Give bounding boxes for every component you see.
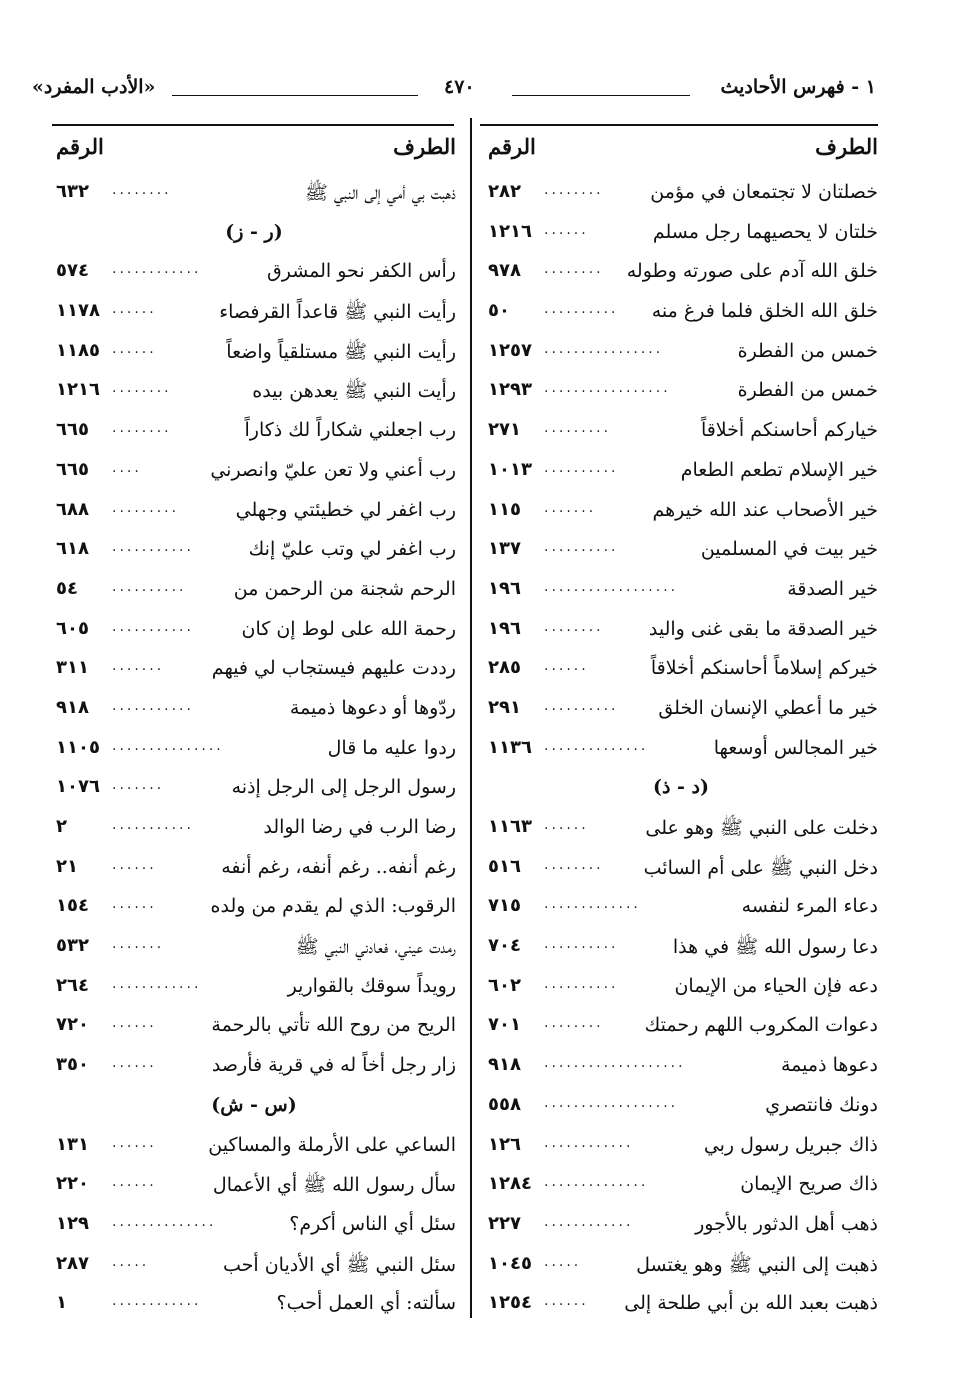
entry-text: رأس الكفر نحو المشرق [266, 260, 456, 283]
entry-leader-dots: ...... [112, 1055, 157, 1072]
entry-leader-dots: ...... [112, 301, 157, 318]
entry-number: ٢٢٧ [488, 1212, 521, 1234]
section-heading [484, 769, 878, 809]
entry-number: ١٣١ [56, 1133, 89, 1155]
entry-text: رأيت النبي ﷺ يعدهن بيده [252, 380, 456, 403]
entry-leader-dots: ........ [544, 1015, 604, 1032]
column-divider [470, 118, 472, 1318]
entry-number: ٦٠٥ [56, 617, 89, 639]
entry-leader-dots: ....... [544, 499, 597, 516]
entry-number: ٥٣٢ [56, 935, 89, 957]
entry-leader-dots: ............ [544, 1134, 634, 1151]
entry-number: ٣٥٠ [56, 1054, 89, 1076]
index-entry [52, 690, 456, 730]
entry-number: ٦٨٨ [56, 498, 89, 520]
entry-leader-dots: ......... [112, 499, 180, 516]
entry-text: خير الصدقة ما بقى غنى واليد [648, 617, 878, 640]
index-entry [52, 1047, 456, 1087]
entry-text: رب اغفر لي خطيئتي وجهلي [235, 498, 456, 521]
entry-text: رأيت النبي ﷺ قاعداً القرفصاء [219, 301, 456, 324]
entry-number: ٢٨٢ [488, 181, 521, 202]
entry-leader-dots: ...... [112, 1134, 157, 1151]
entry-text: رضا الرب في رضا الوالد [263, 816, 456, 838]
index-entry [484, 174, 878, 214]
entry-leader-dots: ............ [544, 1213, 634, 1230]
entry-number: ٩١٨ [56, 696, 89, 718]
entry-text: رب اغفر لي وتب عليّ إنك [248, 538, 456, 561]
entry-text: الساعي على الأرملة والمساكين [208, 1133, 456, 1156]
entry-number: ٥١٦ [488, 855, 521, 877]
index-entry [484, 372, 878, 412]
entry-text: رددت عليهم فيستجاب لي فيهم [211, 657, 456, 680]
left-column-header [52, 126, 456, 174]
entry-text: ذهبت بعبد الله بن أبي طلحة إلى [624, 1292, 878, 1315]
entry-text: خلتان لا يحصيهما رجل مسلم [652, 220, 878, 243]
right-column-rows [484, 174, 878, 1325]
header-text-label: الطرف [393, 134, 456, 159]
entry-number: ٦٦٥ [56, 419, 89, 441]
entry-number: ٦٦٥ [56, 458, 89, 480]
index-entry [52, 611, 456, 651]
index-entry [52, 1246, 456, 1286]
entry-text: خير الصدقة [787, 577, 878, 600]
entry-text: زار رجل أخاً له في قرية فأرصد [211, 1054, 456, 1077]
entry-number: ١١٨٥ [56, 339, 100, 361]
entry-leader-dots: ...... [112, 1015, 157, 1032]
entry-leader-dots: .......... [544, 539, 619, 556]
section-heading [52, 1087, 456, 1127]
entry-number: ١٢٩٣ [488, 379, 532, 401]
index-entry [52, 531, 456, 571]
entry-leader-dots: ................ [544, 340, 664, 357]
index-entry [52, 928, 456, 968]
index-entry [484, 1087, 878, 1127]
entry-text: دعوات المكروب اللهم رحمتك [644, 1014, 878, 1037]
entry-number: ٥٥٨ [488, 1093, 521, 1115]
entry-number: ١٠١٣ [488, 458, 532, 480]
entry-leader-dots: ........ [544, 618, 604, 635]
entry-text: دعاء المرء لنفسه [741, 895, 878, 918]
entry-number: ٣١١ [56, 657, 89, 679]
entry-number: ١١٥ [488, 498, 521, 520]
entry-text: الرحم شجنة من الرحمن من [233, 577, 456, 600]
index-entry [52, 571, 456, 611]
entry-leader-dots: ...... [544, 817, 589, 833]
entry-text: خلق الله الخلق فلما فرغ منه [651, 300, 878, 323]
entry-leader-dots: ............ [112, 975, 202, 992]
index-entry [484, 928, 878, 968]
entry-number: ١٢٩ [56, 1212, 89, 1234]
entry-text: خير ما أعطي الإنسان الخلق [658, 696, 878, 719]
section-heading-text: (د - ذ) [652, 776, 710, 799]
entry-number: ٢٨٧ [56, 1252, 89, 1274]
entry-number: ٥٧٤ [56, 260, 89, 282]
index-entry [52, 1285, 456, 1325]
entry-leader-dots: ............. [544, 896, 641, 913]
entry-text: خير الأصحاب عند الله خيرهم [652, 498, 878, 521]
index-entry [52, 1166, 456, 1206]
index-entry [52, 650, 456, 690]
index-entry [484, 412, 878, 452]
right-column-header [484, 126, 878, 174]
entry-leader-dots: ......... [544, 420, 612, 437]
index-entry [52, 452, 456, 492]
entry-number: ١٢٥٤ [488, 1292, 532, 1314]
entry-leader-dots: ...... [112, 896, 157, 913]
entry-number: ٧١٥ [488, 895, 521, 917]
index-entry [484, 253, 878, 293]
index-entry [484, 1166, 878, 1206]
index-entry [484, 690, 878, 730]
entry-number: ١٣٧ [488, 538, 521, 560]
index-entry [484, 1246, 878, 1286]
entry-leader-dots: ........ [544, 261, 604, 278]
entry-leader-dots: .............. [544, 1174, 649, 1191]
entry-number: ٦١٨ [56, 538, 89, 560]
index-entry [484, 650, 878, 690]
entry-text: دعوها ذميمة [780, 1054, 878, 1077]
entry-number: ١٥٤ [56, 895, 89, 917]
entry-leader-dots: ............... [112, 737, 224, 754]
entry-leader-dots: ........ [112, 182, 172, 198]
entry-leader-dots: ................. [544, 380, 671, 397]
entry-number: ١٢٨٤ [488, 1173, 532, 1195]
entry-leader-dots: ........ [544, 182, 604, 198]
left-column [52, 126, 456, 1325]
index-entry [484, 1127, 878, 1167]
entry-text: دخل النبي ﷺ على أم السائب [643, 856, 878, 879]
entry-leader-dots: ....... [112, 936, 165, 953]
section-heading-text: (ر - ز) [225, 220, 283, 243]
index-entry [52, 769, 456, 809]
entry-text: خير بيت في المسلمين [700, 538, 878, 561]
header-book-title: «الأدب المفرد» [32, 76, 156, 98]
index-entry [52, 968, 456, 1008]
index-entry [52, 809, 456, 849]
entry-leader-dots: ...... [112, 856, 157, 873]
entry-leader-dots: ........... [112, 697, 194, 714]
entry-leader-dots: ........... [112, 618, 194, 635]
index-entry [52, 888, 456, 928]
index-entry [484, 571, 878, 611]
entry-number: ١ [56, 1292, 67, 1314]
entry-text: رسول الرجل إلى الرجل إذنه [231, 776, 456, 799]
entry-text: ردوا عليه ما قال [327, 736, 456, 759]
entry-text: خصلتان لا تجتمعان في مؤمن [650, 181, 878, 203]
header-rule-left [172, 95, 418, 96]
entry-number: ١٢١٦ [488, 220, 532, 242]
entry-number: ٢١ [56, 855, 78, 877]
entry-number: ١٢٦ [488, 1133, 521, 1155]
header-number-label: الرقم [488, 134, 536, 159]
entry-number: ١١٧٨ [56, 300, 100, 322]
entry-text: رمدت عيني، فعادني النبي ﷺ [295, 936, 456, 959]
entry-text: رغم أنفه.. رغم أنفه، رغم أنفه [221, 855, 456, 878]
entry-leader-dots: ...... [112, 1174, 157, 1191]
entry-number: ٥٠ [488, 300, 510, 322]
header-rule-right [512, 95, 690, 96]
entry-number: ١٩٦ [488, 617, 521, 639]
entry-text: دعا رسول الله ﷺ في هذا [672, 936, 878, 959]
entry-text: خلق الله آدم على صورته وطوله [626, 260, 878, 283]
entry-leader-dots: .................. [544, 1094, 679, 1111]
entry-number: ٢٩١ [488, 696, 521, 718]
entry-text: دونك فانتصري [765, 1093, 878, 1116]
index-entry [52, 730, 456, 770]
entry-text: رحمة الله على لوط إن كان [241, 617, 456, 640]
page-number: ٤٧٠ [444, 76, 475, 98]
entry-leader-dots: .............. [544, 737, 649, 754]
right-column [484, 126, 878, 1325]
section-heading [52, 214, 456, 254]
entry-text: رب اجعلني شكاراً لك ذكاراً [244, 419, 456, 442]
entry-number: ٦٣٢ [56, 181, 89, 202]
index-entry [484, 452, 878, 492]
entry-text: سألته: أي العمل أحب؟ [276, 1292, 456, 1315]
index-entry [52, 1127, 456, 1167]
entry-leader-dots: .......... [544, 936, 619, 953]
index-entry [484, 968, 878, 1008]
index-entry [484, 730, 878, 770]
entry-text: سأل رسول الله ﷺ أي الأعمال [212, 1174, 456, 1197]
entry-leader-dots: ................... [544, 1055, 686, 1072]
entry-number: ١٠٧٦ [56, 776, 100, 798]
entry-text: ذاك جبريل رسول ربي [703, 1133, 878, 1156]
entry-text: رأيت النبي ﷺ مستلقياً واضعاً [226, 340, 456, 363]
index-entry [52, 372, 456, 412]
entry-leader-dots: ........... [112, 539, 194, 556]
entry-leader-dots: ............ [112, 1293, 202, 1310]
entry-number: ٥٤ [56, 577, 78, 599]
entry-text: سئل أي الناس أكرم؟ [289, 1212, 456, 1235]
entry-number: ٩١٨ [488, 1054, 521, 1076]
entry-text: خمس من الفطرة [737, 379, 878, 402]
entry-number: ٢٢٠ [56, 1173, 89, 1195]
entry-leader-dots: ...... [544, 658, 589, 675]
entry-leader-dots: .......... [544, 975, 619, 992]
header-section-title: ١ - فهرس الأحاديث [720, 76, 876, 98]
index-entry [52, 174, 456, 214]
index-entry [52, 333, 456, 373]
entry-number: ٩٧٨ [488, 260, 521, 282]
header-number-label: الرقم [56, 134, 104, 159]
index-entry [52, 253, 456, 293]
entry-number: ٢٧١ [488, 419, 521, 441]
entry-leader-dots: .......... [544, 301, 619, 318]
entry-leader-dots: ..... [544, 1253, 582, 1270]
entry-text: دخلت على النبي ﷺ وهو على [645, 817, 878, 839]
entry-text: رب أعني ولا تعن عليّ وانصرني [210, 458, 456, 481]
entry-number: ١١٦٣ [488, 816, 532, 837]
entry-leader-dots: ........ [544, 856, 604, 873]
entry-number: ٢٨٥ [488, 657, 521, 679]
index-entry [484, 492, 878, 532]
index-entry [484, 1007, 878, 1047]
entry-leader-dots: .................. [544, 578, 679, 595]
entry-text: رويداً سوقك بالقوارير [287, 974, 456, 997]
index-entry [52, 412, 456, 452]
entry-leader-dots: .... [112, 459, 142, 476]
entry-text: ذهب أهل الدثور بالأجور [695, 1212, 878, 1235]
entry-text: ذهبت بي أمي إلى النبي ﷺ [304, 182, 456, 204]
index-entry [484, 611, 878, 651]
entry-number: ١١٠٥ [56, 736, 100, 758]
entry-text: خيركم إسلاماً أحاسنكم أخلاقاً [650, 657, 878, 680]
entry-text: دعه فإن الحياء من الإيمان [674, 974, 878, 997]
entry-leader-dots: ...... [112, 340, 157, 357]
entry-text: ردّوها أو دعوها ذميمة [289, 696, 456, 719]
entry-leader-dots: ...... [544, 1293, 589, 1310]
entry-text: خير الإسلام تطعم الطعام [680, 458, 878, 481]
entry-number: ١٠٤٥ [488, 1252, 532, 1274]
entry-text: خير المجالس أوسعها [713, 736, 878, 759]
index-entry [52, 1206, 456, 1246]
entry-text: سئل النبي ﷺ أي الأديان أحب [222, 1253, 456, 1276]
index-entry [52, 1007, 456, 1047]
entry-number: ٢ [56, 816, 67, 837]
entry-leader-dots: ........... [112, 817, 194, 833]
entry-text: ذهبت إلى النبي ﷺ وهو يغتسل [636, 1253, 878, 1276]
entry-leader-dots: .......... [112, 578, 187, 595]
entry-leader-dots: ........ [112, 420, 172, 437]
entry-number: ١١٣٦ [488, 736, 532, 758]
entry-leader-dots: .......... [544, 459, 619, 476]
entry-leader-dots: ............ [112, 261, 202, 278]
index-entry [484, 293, 878, 333]
entry-number: ٧٠٤ [488, 935, 521, 957]
entry-leader-dots: ....... [112, 658, 165, 675]
index-entry [484, 849, 878, 889]
left-column-rows [52, 174, 456, 1325]
entry-number: ١٢١٦ [56, 379, 100, 401]
entry-text: الريح من روح الله تأتي بالرحمة [211, 1014, 456, 1037]
index-entry [484, 1047, 878, 1087]
index-entry [52, 293, 456, 333]
entry-leader-dots: ...... [544, 221, 589, 238]
index-entry [484, 1285, 878, 1325]
index-entry [52, 492, 456, 532]
section-heading-text: (س - ش) [211, 1093, 297, 1116]
entry-number: ٧٠١ [488, 1014, 521, 1036]
entry-number: ١٢٥٧ [488, 339, 532, 361]
index-entry [484, 809, 878, 849]
entry-number: ٦٠٢ [488, 974, 521, 996]
index-entry [52, 849, 456, 889]
index-entry [484, 888, 878, 928]
index-entry [484, 1206, 878, 1246]
entry-text: ذاك صريح الإيمان [740, 1173, 878, 1196]
index-entry [484, 333, 878, 373]
entry-number: ٧٢٠ [56, 1014, 89, 1036]
entry-text: الرقوب: الذي لم يقدم من ولده [210, 895, 456, 918]
entry-number: ٢٦٤ [56, 974, 89, 996]
entry-leader-dots: ........ [112, 380, 172, 397]
entry-text: خمس من الفطرة [737, 339, 878, 362]
entry-text: خياركم أحاسنكم أخلاقاً [700, 419, 878, 442]
entry-number: ١٩٦ [488, 577, 521, 599]
entry-leader-dots: .............. [112, 1213, 217, 1230]
index-entry [484, 214, 878, 254]
index-entry [484, 531, 878, 571]
header-text-label: الطرف [815, 134, 878, 159]
entry-leader-dots: ..... [112, 1253, 150, 1270]
entry-leader-dots: ....... [112, 777, 165, 794]
entry-leader-dots: .......... [544, 697, 619, 714]
